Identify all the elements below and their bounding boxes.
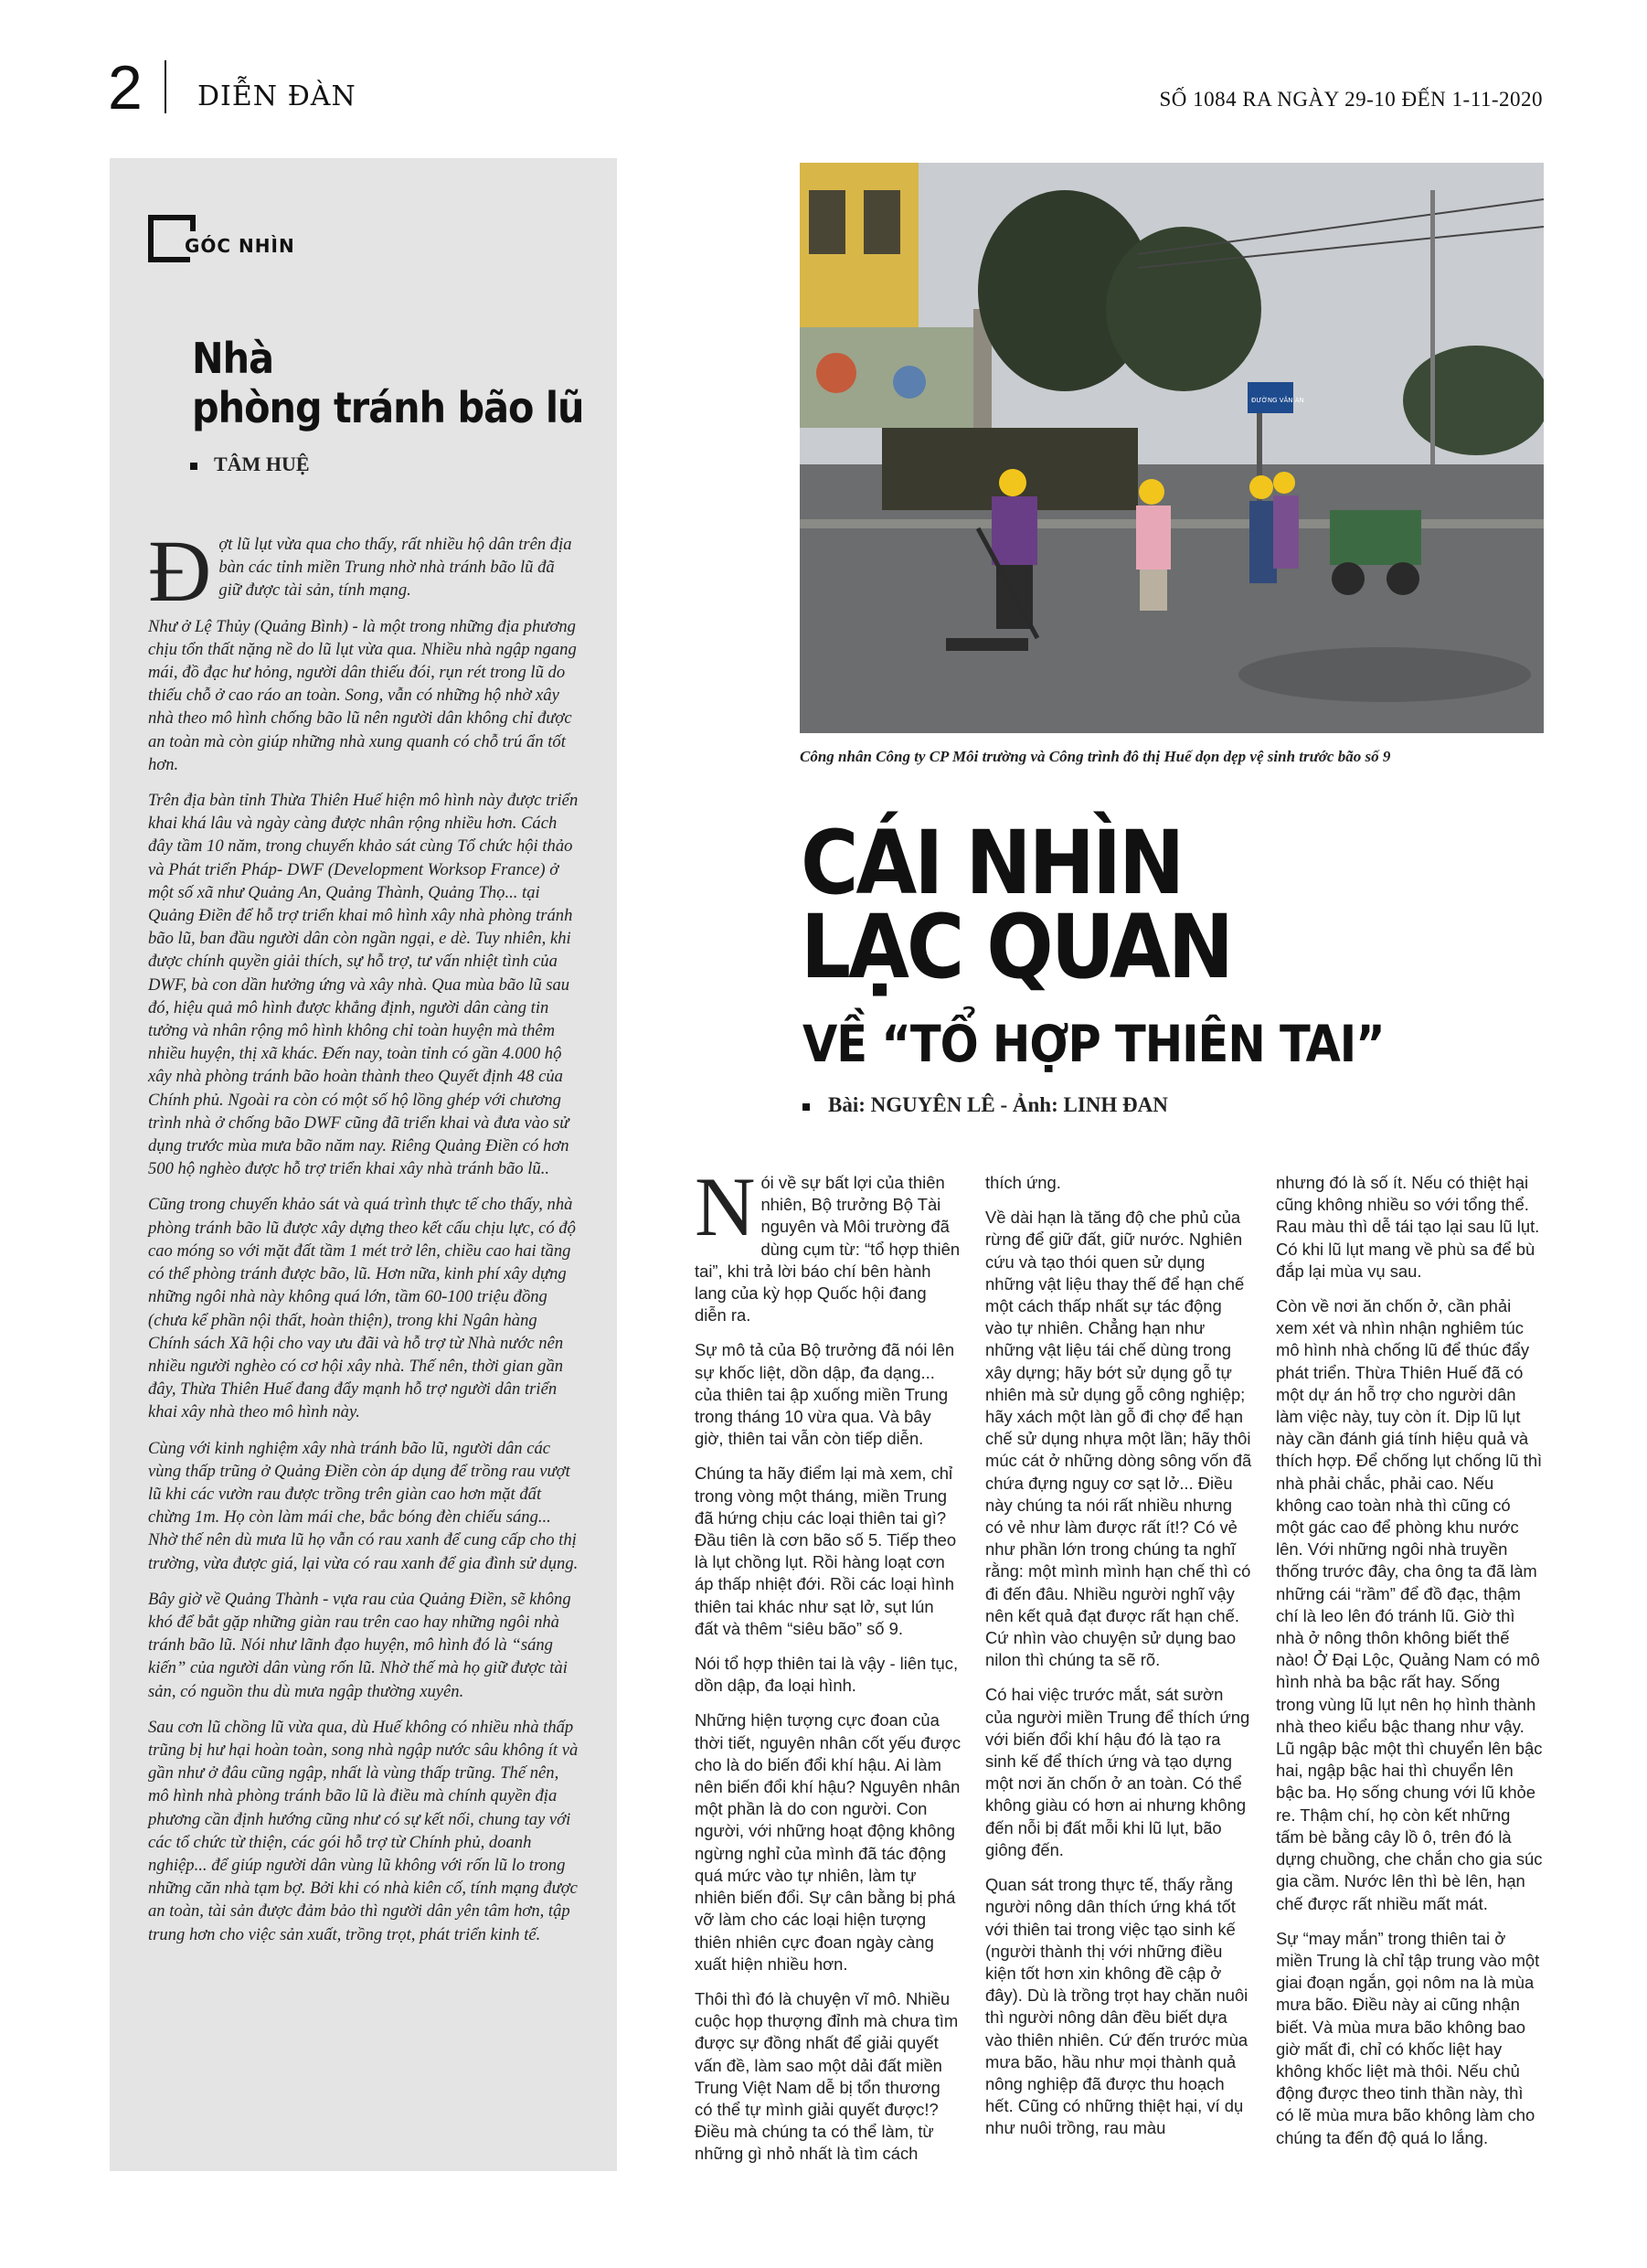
street-scene-illustration <box>800 163 1544 733</box>
header-divider <box>165 60 166 113</box>
article-paragraph: Nói tổ hợp thiên tai là vậy - liên tục, dồn dập, đa loại hình. <box>695 1654 959 1696</box>
article-paragraph: Có hai việc trước mắt, sát sườn của người miền Trung để thích ứng với biến đổi khí hậu đó là tạo ra sinh kế để thích ứng và tạo dựng một nơi ăn chốn ở an toàn. Có thể không giàu có hơn ai nhưng không đến nỗi bị đất mỗi khi lũ lụt, bão giông đến. <box>985 1685 1250 1859</box>
drop-cap: N <box>695 1160 756 1253</box>
sidebar-title-line: phòng tránh bão lũ <box>192 383 584 432</box>
article-paragraph: Về dài hạn là tăng độ che phủ của rừng để giữ đất, giữ nước. Nghiên cứu và tạo thói quen sử dụng những vật liệu thay thế để hạn chế một cách thấp nhất sự tác động vào tự nhiên. Chẳng hạn như những vật liệu tái chế dùng trong xây dựng; hãy bớt sử dụng gỗ tự nhiên mà sử dụng gỗ công nghiệp; hãy xách một làn gỗ đi chợ để hạn chế sử dụng nhựa một lần; hãy thôi múc cát ở những dòng sông vốn đã chứa đựng nguy cơ sạt lở... Điều này chúng ta nói rất nhiều nhưng có vẻ như làm được rất ít!? Có vẻ như phần lớn trong chúng ta nghĩ rằng: một mình mình hạn chế thì có đi đến đâu. Nhiều người nghĩ vậy nên kết quả đạt được rất hạn chế. Cứ nhìn vào chuyện sử dụng bao nilon thì chúng ta sẽ rõ. <box>985 1208 1252 1670</box>
sidebar-title <box>192 334 594 432</box>
sidebar-author: TÂM HUỆ <box>190 453 310 476</box>
article-paragraph: Sự “may mắn” trong thiên tai ở miền Trung là chỉ tập trung vào một giai đoạn ngắn, gọi nôm na là mùa mưa bão. Điều này ai cũng nhận biết. Và mùa mưa bão không bao giờ mất đi, chỉ có khốc liệt hay không khốc liệt mà thôi. Nếu chủ động được theo tinh thần này, thì có lẽ mùa mưa bão không làm cho chúng ta đến độ quá lo lắng. <box>1276 1928 1540 2147</box>
article-paragraph: thích ứng. <box>985 1173 1061 1192</box>
sidebar-paragraph: Như ở Lệ Thủy (Quảng Bình) - là một trong những địa phương chịu tổn thất nặng nề do lũ lụt vừa qua. Nhiều nhà ngập ngang mái, đồ đạc hư hỏng, người dân thiếu đói, rụn rét trong lũ do thiếu chỗ ở cao ráo an toàn. Song, vẫn có những hộ nhờ xây nhà theo mô hình chống bão lũ nên người dân không chỉ được an toàn mà còn giúp những nhà xung quanh có chỗ trú ẩn tốt hơn. <box>148 616 577 774</box>
article-photo <box>800 163 1544 733</box>
sidebar-paragraph: Cùng với kinh nghiệm xây nhà tránh bão lũ, người dân các vùng thấp trũng ở Quảng Điền còn áp dụng để trồng rau vượt lũ khi các vườn rau được trồng trên giàn cao hơn mặt đất chừng 1m. Họ còn làm mái che, bắc bóng đèn chiếu sáng... Nhờ thế nên dù mưa lũ họ vẫn có rau xanh để cung cấp cho thị trường, vừa được giá, lại vừa có rau xanh để gia đình sử dụng. <box>148 1438 579 1573</box>
headline-line: CÁI NHÌN <box>801 812 1183 914</box>
photo-caption: Công nhân Công ty CP Môi trường và Công trình đô thị Huế dọn dẹp vệ sinh trước bão số 9 <box>800 748 1391 765</box>
sidebar-column <box>110 158 617 2171</box>
article-lead <box>695 1160 962 1326</box>
article-column-3 <box>1276 1172 1543 2162</box>
sidebar-title-line: Nhà <box>192 334 274 383</box>
sidebar-paragraph: Bây giờ về Quảng Thành - vựa rau của Quảng Điền, sẽ không khó để bắt gặp những giàn rau trên cao hay những ngôi nhà tránh bão lũ. Nói như lãnh đạo huyện, mô hình đó là “sáng kiến” của người dân vùng rốn lũ. Nhờ thế mà họ giữ được tài sản, có nguồn thu dù mưa ngập thường xuyên. <box>148 1589 571 1701</box>
sidebar-lead <box>148 522 579 620</box>
issue-info: SỐ 1084 RA NGÀY 29-10 ĐẾN 1-11-2020 <box>1159 88 1543 111</box>
lead-text: ói về sự bất lợi của thiên nhiên, Bộ trưởng Bộ Tài nguyên và Môi trường đã dùng cụm từ: “tổ hợp thiên tai”, khi trả lời báo chí bên hành lang của kỳ họp Quốc hội đang diễn ra. <box>695 1173 961 1326</box>
sidebar-paragraph: Trên địa bàn tỉnh Thừa Thiên Huế hiện mô hình này được triển khai khá lâu và ngày càng được nhân rộng nhiều hơn. Cách đây tầm 10 năm, trong chuyến khảo sát cùng Tổ chức hội thảo và Phát triển Pháp- DWF (Development Worksop France) ở một số xã như Quảng An, Quảng Thành, Quảng Thọ... tại Quảng Điền để hỗ trợ triển khai mô hình xây nhà phòng tránh bão lũ, ban đầu người dân còn ngần ngại, e dè. Tuy nhiên, khi được chính quyền giải thích, sự hỗ trợ, tư vấn nhiệt tình của DWF, bà con dần hưởng ứng và xây nhà. Qua mùa bão lũ sau đó, hiệu quả mô hình được khẳng định, người dân càng tin tưởng và nhân rộng mô hình không chỉ toàn huyện mà thêm nhiều huyện, thị xã khác. Đến nay, toàn tỉnh có gần 4.000 hộ xây nhà phòng tránh bão hoàn thành theo Quyết định 48 của Chính phủ. Ngoài ra còn có một số hộ lồng ghép với chương trình nhà ở chống bão DWF cũng đã triển khai và đưa vào sử dụng trước mùa mưa bão năm nay. Riêng Quảng Điền có hơn 500 hộ nghèo được hỗ trợ triển khai xây nhà tránh bão lũ.. <box>148 791 579 1179</box>
article-byline: Bài: NGUYÊN LÊ - Ảnh: LINH ĐAN <box>802 1093 1168 1117</box>
sidebar-body <box>148 522 579 1959</box>
article-paragraph: Những hiện tượng cực đoan của thời tiết, nguyên nhân cốt yếu được cho là do biến đổi khí hậu. Ai làm nên biến đổi khí hậu? Nguyên nhân một phần là do con người. Con người, với những hoạt động không ngừng nghỉ của mình đã tác động quá mức vào tự nhiên, làm tự nhiên biến đổi. Sự cân bằng bị phá vỡ làm cho các loại hiện tượng thiên nhiên cực đoan ngày càng xuất hiện nhiều hơn. <box>695 1710 962 1974</box>
article-paragraph: Thôi thì đó là chuyện vĩ mô. Nhiều cuộc họp thượng đỉnh mà chưa tìm được sự đồng nhất để giải quyết vấn đề, làm sao một dải đất miền Trung Việt Nam dễ bị tổn thương có thể tự mình giải quyết được!? Điều mà chúng ta có thể làm, từ những gì nhỏ nhất là tìm cách <box>695 1988 959 2164</box>
sidebar-paragraph: Cũng trong chuyến khảo sát và quá trình thực tế cho thấy, nhà phòng tránh bão lũ được xây dựng theo kết cấu chịu lực, có độ cao móng so với mặt đất tầm 1 mét trở lên, chiều cao hai tầng có thể phòng tránh được bão, lũ. Hơn nữa, kinh phí xây dựng những ngôi nhà này không quá lớn, tầm 60-100 triệu đồng (chưa kể phần nội thất, hoàn thiện), trong khi Ngân hàng Chính sách Xã hội cho vay ưu đãi và hỗ trợ từ Nhà nước nên nhiều người nghèo có cơ hội xây nhà. Thế nên, thời gian gần đây, Thừa Thiên Huế đang đẩy mạnh hỗ trợ người dân triển khai xây nhà theo mô hình này. <box>148 1195 576 1422</box>
article-paragraph: Chúng ta hãy điểm lại mà xem, chỉ trong vòng một tháng, miền Trung đã hứng chịu các loại thiên tai gì? Đầu tiên là cơn bão số 5. Tiếp theo là lụt chồng lụt. Rồi hàng loạt cơn áp thấp nhiệt đới. Rồi các loại hình thiên tai khác như sạt lở, sụt lún đất và thêm “siêu bão” số 9. <box>695 1464 957 1638</box>
article-headline <box>801 812 1587 998</box>
sidebar-paragraph: Sau cơn lũ chồng lũ vừa qua, dù Huế không có nhiều nhà thấp trũng bị hư hại hoàn toàn, song nhà ngập nước sâu không ít và gần như ở đâu cũng ngập, nhất là vùng thấp trũng. Thế nên, mô hình nhà phòng tránh bão lũ là điều mà chính quyền địa phương cần định hướng cũng như có sự kết nối, chung tay với các tổ chức từ thiện, các gói hỗ trợ từ Chính phủ, doanh nghiệp... để giúp người dân vùng lũ không với rốn lũ lo trong những căn nhà tạm bợ. Bởi khi có nhà kiên cố, tính mạng được an toàn, tài sản được đảm bảo thì người dân yên tâm hơn, tập trung hơn cho việc sản xuất, trồng trọt, phát triển kinh tế. <box>148 1717 579 1944</box>
article-paragraph: nhưng đó là số ít. Nếu có thiệt hại cũng không nhiều so với tổng thể. Rau màu thì dễ tái tạo lại sau lũ lụt. Có khi lũ lụt mang về phù sa để bù đắp lại mùa vụ sau. <box>1276 1173 1540 1281</box>
lead-text: ợt lũ lụt vừa qua cho thấy, rất nhiều hộ dân trên địa bàn các tỉnh miền Trung nhờ nhà tránh bão lũ đã giữ được tài sản, tính mạng. <box>218 535 572 601</box>
street-sign-text: ĐƯỜNG VĂN AN <box>1251 397 1304 404</box>
headline-line: LẠC QUAN <box>801 896 1231 998</box>
drop-cap: Đ <box>148 522 212 620</box>
kicker-label: GÓC NHÌN <box>185 235 295 257</box>
article-paragraph: Sự mô tả của Bộ trưởng đã nói lên sự khốc liệt, dồn dập, đa dạng... của thiên tai ập xuống miền Trung trong tháng 10 vừa qua. Và bây giờ, thiên tai vẫn còn tiếp diễn. <box>695 1340 955 1449</box>
page-number: 2 <box>108 53 143 122</box>
article-paragraph: Còn về nơi ăn chốn ở, cần phải xem xét và nhìn nhận nghiêm túc mô hình nhà chống lũ để thúc đẩy phát triển. Thừa Thiên Huế đã có một dự án hỗ trợ cho người dân làm việc này, tuy còn ít. Dịp lũ lụt này cần đánh giá tính hiệu quả và thích hợp. Để chống lụt chống lũ thì nhà phải chắc, phải cao. Nếu không cao toàn nhà thì cũng có một gác cao để phòng khu nước lên. Với những ngôi nhà truyền thống trước đây, cha ông ta đã làm những cái “rầm” để đồ đạc, thậm chí là leo lên đó tránh lũ. Giờ thì nhà ở nông thôn không biết thế nào! Ở Đại Lộc, Quảng Nam có mô hình nhà ba bậc rất hay. Sống trong vùng lũ lụt nên họ hình thành nhà theo kiểu bậc thang như vậy. Lũ ngập bậc một thì chuyển lên bậc hai, ngập bậc hai thì chuyển lên bậc ba. Họ sống chung với lũ khỏe re. Thậm chí, họ còn kết những tấm bè bằng cây lồ ô, trên đó là dựng chuồng, che chắn cho gia súc gia cầm. Nước lên thì bè lên, hạn chế được rất nhiều mất mát. <box>1276 1296 1543 1913</box>
article-column-2 <box>985 1172 1252 2153</box>
article-paragraph: Quan sát trong thực tế, thấy rằng người nông dân thích ứng khá tốt với thiên tai trong việc tạo sinh kế (người thành thị với những điều kiện tốt hơn xin không đề cập ở đây). Dù là trồng trọt hay chăn nuôi thì người nông dân đều biết dựa vào thiên nhiên. Cứ đến trước mùa mưa bão, hầu như mọi thành quả nông nghiệp đã được thu hoạch hết. Cũng có những thiệt hại, ví dụ như nuôi trồng, rau màu <box>985 1875 1249 2138</box>
article-column-1 <box>695 1160 962 2178</box>
section-name: DIỄN ĐÀN <box>197 80 356 112</box>
article-subhead: VỀ “TỔ HỢP THIÊN TAI” <box>802 1015 1385 1073</box>
